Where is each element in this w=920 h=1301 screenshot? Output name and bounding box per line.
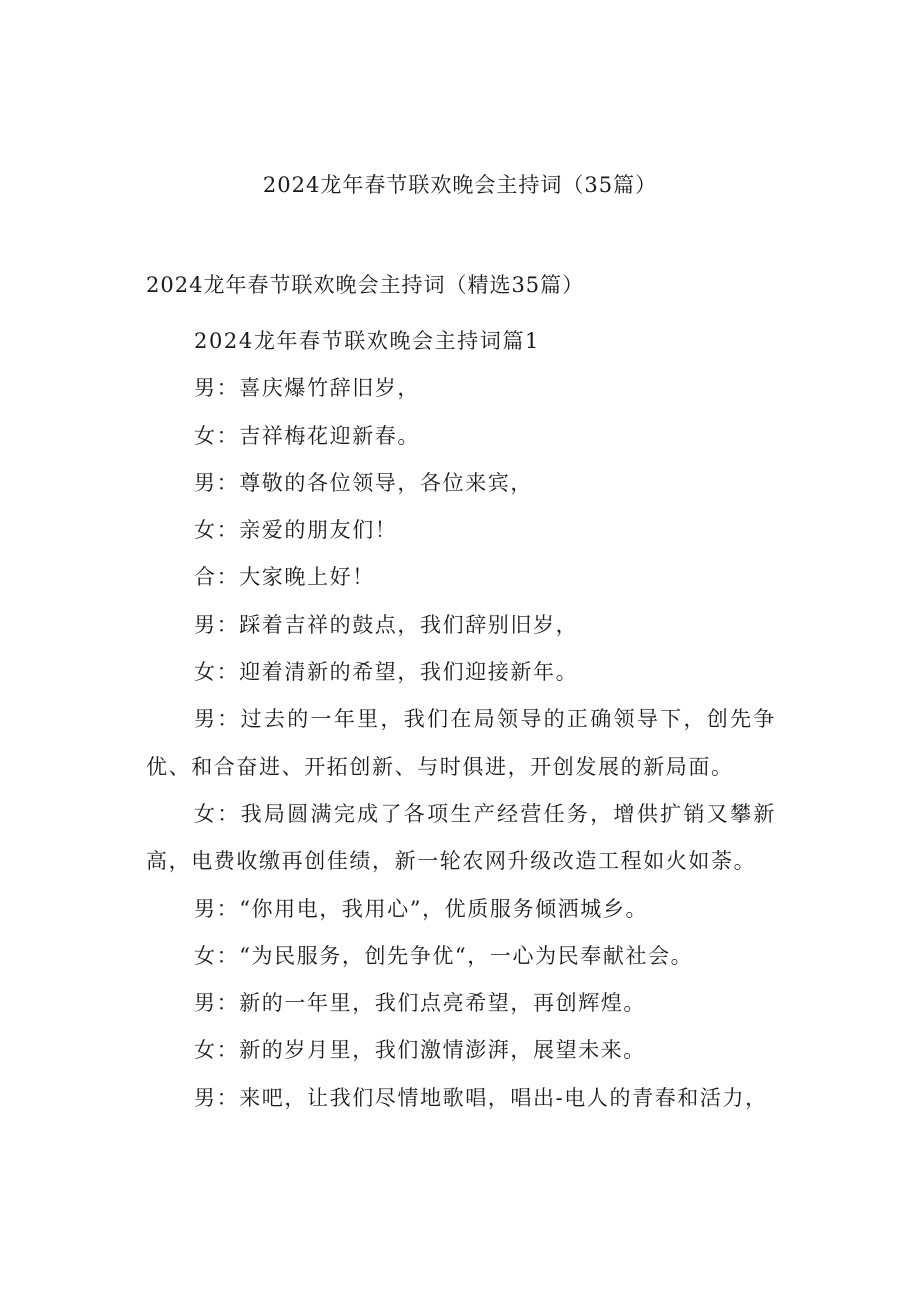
paragraph: 男：过去的一年里，我们在局领导的正确领导下，创先争优、和合奋进、开拓创新、与时俱进，开创发展的新局面。 [146,707,776,779]
paragraph: 女：“为民服务，创先争优“，一心为民奉献社会。 [194,943,694,968]
paragraph: 女：我局圆满完成了各项生产经营任务，增供扩销又攀新高，电费收缴再创佳绩，新一轮农网升级改造工程如火如荼。 [146,801,776,874]
paragraph: 男：尊敬的各位领导，各位来宾， [194,470,533,495]
paragraph: 男：踩着吉祥的鼓点，我们辞别旧岁， [194,612,579,637]
paragraph: 男：新的一年里，我们点亮希望，再创辉煌。 [194,991,646,1016]
paragraph: 男：“你用电，我用心”，优质服务倾洒城乡。 [194,896,649,921]
paragraph: 女：亲爱的朋友们！ [194,518,398,543]
document-body [146,318,776,1122]
paragraph: 男：喜庆爆竹辞旧岁， [194,376,420,401]
paragraph: 女：新的岁月里，我们激情澎湃，展望未来。 [194,1038,646,1063]
document-subtitle: 2024龙年春节联欢晚会主持词（精选35篇） [146,273,585,297]
paragraph: 男：来吧，让我们尽情地歌唱，唱出-电人的青春和活力， [194,1085,768,1110]
paragraph: 女：迎着清新的希望，我们迎接新年。 [194,660,579,685]
paragraph: 女：吉祥梅花迎新春。 [194,423,420,448]
paragraph: 合：大家晚上好！ [194,565,375,590]
document-title: 2024龙年春节联欢晚会主持词（35篇） [262,173,658,197]
section-heading: 2024龙年春节联欢晚会主持词篇1 [194,329,541,353]
